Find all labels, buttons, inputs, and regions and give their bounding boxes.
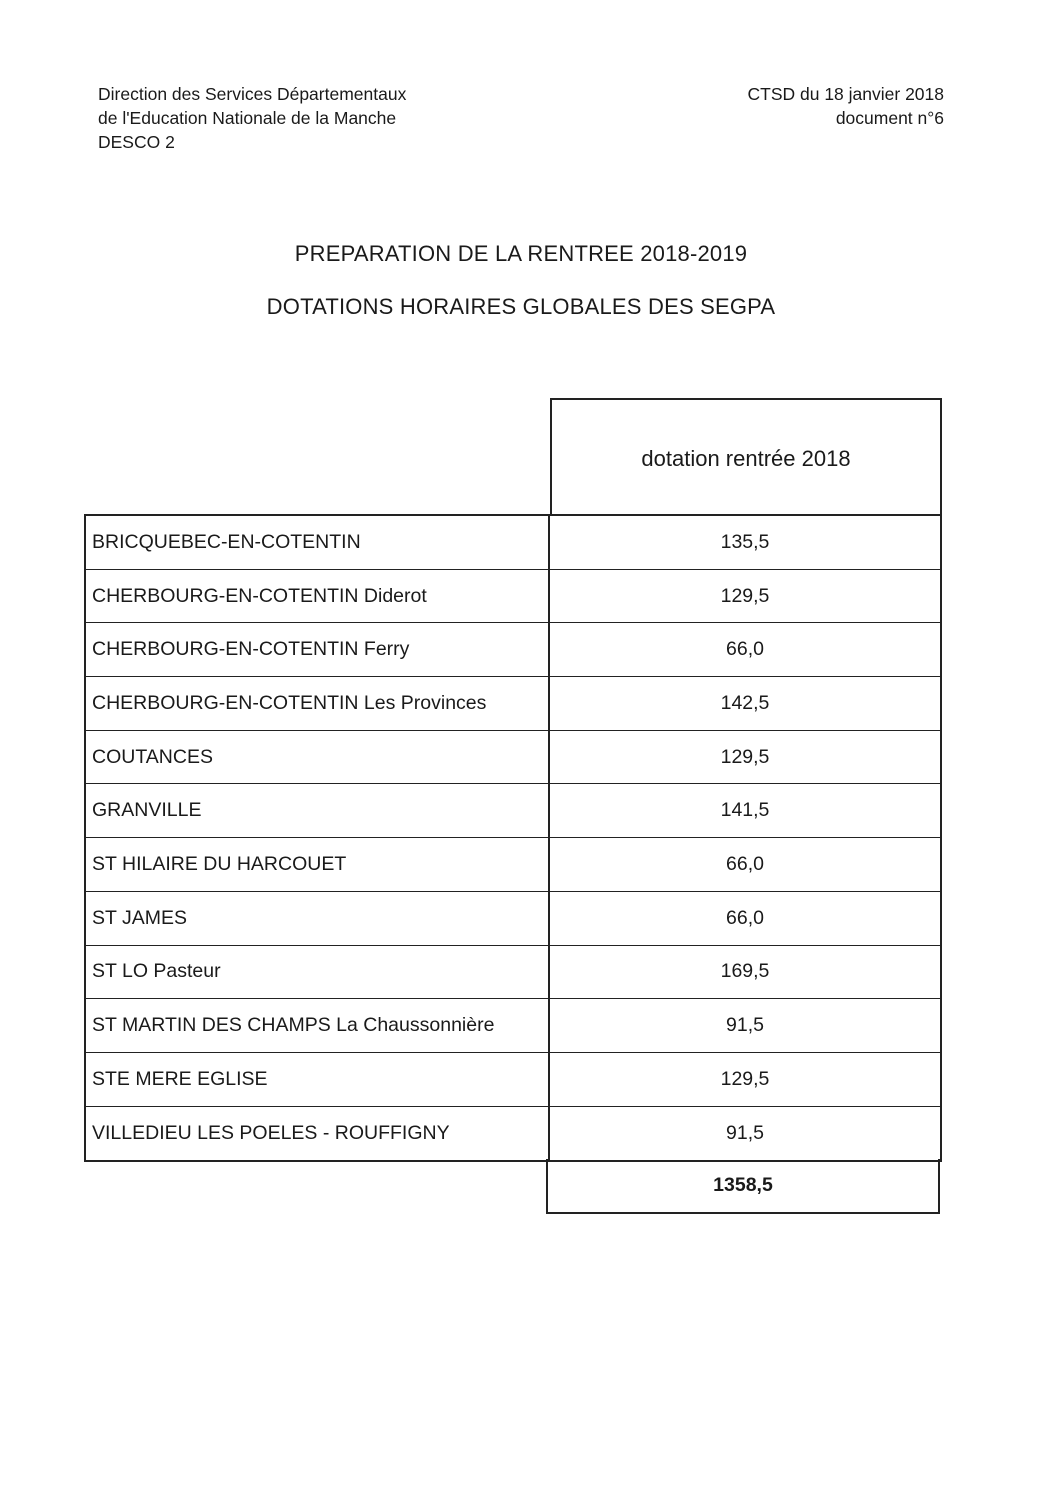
school-name: ST LO Pasteur xyxy=(86,946,550,999)
table-row xyxy=(86,838,940,892)
allocation-value: 169,5 xyxy=(720,960,770,983)
page-title: PREPARATION DE LA RENTREE 2018-2019 xyxy=(294,241,748,266)
allocation-value: 91,5 xyxy=(726,1014,764,1037)
total-value: 1358,5 xyxy=(546,1159,940,1214)
issuer-line-2: de l'Education Nationale de la Manche xyxy=(98,108,397,128)
allocation-table xyxy=(84,514,942,1162)
table-row xyxy=(86,570,940,624)
allocation-value: 66,0 xyxy=(726,906,764,929)
allocation-value: 129,5 xyxy=(720,745,770,768)
school-name: ST JAMES xyxy=(86,892,550,945)
table-row xyxy=(86,677,940,731)
school-name: VILLEDIEU LES POELES - ROUFFIGNY xyxy=(86,1107,550,1161)
table-row xyxy=(86,516,940,570)
allocation-value: 66,0 xyxy=(726,638,764,661)
issuer-line-3: DESCO 2 xyxy=(98,132,175,152)
allocation-value: 135,5 xyxy=(720,530,770,553)
allocation-value: 66,0 xyxy=(726,852,764,875)
issuer-block xyxy=(98,82,406,154)
table-row xyxy=(86,1053,940,1107)
reference-block xyxy=(748,82,945,130)
school-name: CHERBOURG-EN-COTENTIN Diderot xyxy=(86,570,550,623)
school-name: COUTANCES xyxy=(86,731,550,784)
allocation-value: 142,5 xyxy=(720,691,770,714)
issuer-line-1: Direction des Services Départementaux xyxy=(98,84,407,104)
allocation-value: 129,5 xyxy=(720,584,770,607)
school-name: STE MERE EGLISE xyxy=(86,1053,550,1106)
meeting-date: CTSD du 18 janvier 2018 xyxy=(747,84,944,104)
column-header-label: dotation rentrée 2018 xyxy=(641,446,851,471)
school-name: BRICQUEBEC-EN-COTENTIN xyxy=(86,516,550,569)
school-name: ST MARTIN DES CHAMPS La Chaussonnière xyxy=(86,999,550,1052)
school-name: GRANVILLE xyxy=(86,784,550,837)
document-number: document n°6 xyxy=(835,108,944,128)
school-name: CHERBOURG-EN-COTENTIN Les Provinces xyxy=(86,677,550,730)
table-row xyxy=(86,731,940,785)
table-row xyxy=(86,784,940,838)
table-row xyxy=(86,892,940,946)
page-subtitle: DOTATIONS HORAIRES GLOBALES DES SEGPA xyxy=(266,294,776,319)
table-row xyxy=(86,999,940,1053)
table-row xyxy=(86,946,940,1000)
allocation-value: 91,5 xyxy=(726,1121,764,1144)
allocation-value: 141,5 xyxy=(720,799,770,822)
allocation-value: 129,5 xyxy=(720,1067,770,1090)
table-row xyxy=(86,1107,940,1161)
school-name: CHERBOURG-EN-COTENTIN Ferry xyxy=(86,623,550,676)
school-name: ST HILAIRE DU HARCOUET xyxy=(86,838,550,891)
column-header xyxy=(550,398,942,514)
table-row xyxy=(86,623,940,677)
